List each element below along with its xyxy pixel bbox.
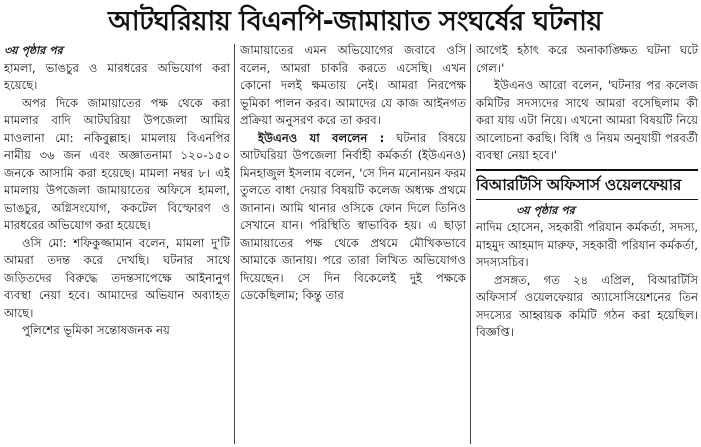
- paragraph: আগেই হঠাৎ করে অনাকাঙ্ক্ষিত ঘটনা ঘটে গেল।': [476, 43, 698, 75]
- paragraph: জামায়াতের এমন অভিযোগের জবাবে ওসি বলেন, আমরা চাকরি করতে এসেছি। এখন কোনো দলই ক্ষমতায় নেই। আমরা নিরপেক্ষ ভূমিকা পালন করব। আমাদের যে কাজ আইনগত প্রক্রিয়া অনুসরণ করে তা করব।: [240, 43, 466, 127]
- continued-from-label: ৩য় পৃষ্ঠার পর: [4, 44, 63, 57]
- article-headline: আটঘরিয়ায় বিএনপি-জামায়াত সংঘর্ষের ঘটনায়: [108, 6, 602, 37]
- article-column-2: [240, 42, 466, 447]
- continued-from-label: ৩য় পৃষ্ঠার পর: [516, 203, 575, 217]
- paragraph: ওসি মো: শফিকুজ্জামান বলেন, মামলা দু'টি আমরা তদন্ত করে দেখছি। ঘটনার সাথে জড়িতদের বিরুদ্ধে তদন্তসাপেক্ষে আইনানুগ ব্যবস্থা নেয়া হবে। আমাদের অভিযান অব্যাহত আছে।: [4, 235, 230, 320]
- paragraph: নাদিম হোসেন, সহকারী পরিযান কর্মকর্তা, সদস্য, মাহমুদ আহমাদ মারুফ, সহকারী পরিযান কর্মকর্তা, সদস্যসচিব।: [476, 220, 698, 269]
- article-column-3: [476, 42, 698, 447]
- paragraph: পুলিশের ভূমিকা সন্তোষজনক নয়: [22, 323, 170, 337]
- paragraph: ইউএনও আরো বলেন, 'ঘটনার পর কলেজ কমিটির সদস্যদের সাথে আমরা বসেছিলাম কী করা যায় এটা নিয়ে। এখনো আমরা বিষয়টি নিয়ে আলোচনা করছি। বিধি ও নিয়ম অনুযায়ী পরবর্তী ব্যবস্থা নেয়া হবে।': [476, 78, 698, 162]
- paragraph: প্রসঙ্গত, গত ২৪ এপ্রিল, বিআরটিসি অফিসার্স ওয়েলফেয়ার অ্যাসোসিয়েশনের তিন সদস্যের আহ্বায়ক কমিটি গঠন করা হয়েছিল। বিজ্ঞপ্তি।: [476, 272, 698, 339]
- paragraph: ঘটনার বিষয়ে আটঘরিয়া উপজেলা নির্বাহী কর্মকর্তা (ইউএনও) মিনহাজুল ইসলাম বলেন, 'সে দিন মনোনয়ন ফরম তুলতে বাধা দেয়ার বিষয়টি কলেজ অধ্যক্ষ প্রথমে জানান। আমি থানার ওসিকে ফোন দিলে তিনিও সেখানে যান। পরিস্থিতি স্বাভাবিক হয়। এ ছাড়া জামায়াতের পক্ষ থেকে প্রথমে মৌখিকভাবে আমাকে জানায়। পরে তারা লিখিত অভিযোগও দিয়েছেন। সে দিন বিকেলেই দুই পক্ষকে ডেকেছিলাম; কিন্তু তার: [240, 130, 466, 302]
- paragraph: অপর দিকে জামায়াতের পক্ষ থেকে করা মামলার বাদি আটঘরিয়া উপজেলা আমির মাওলানা মো: নকিবুল্লাহ। মামলায় বিএনপির নামীয় ৩৬ জন এবং অজ্ঞাতনামা ১২০-১৫০ জনকে আসামি করা হয়েছে। মামলা নম্বর ৮। এই মামলায় উপজেলা জামায়াতের অফিসে হামলা, ভাঙচুর, অগ্নিসংযোগ, ককটেল বিস্ফোরণ ও মারধরের অভিযোগ করা হয়েছে।: [4, 95, 230, 232]
- column-divider-right: [470, 44, 471, 444]
- article-column-1: [4, 42, 230, 447]
- subheading: ইউএনও যা বললেন :: [258, 130, 385, 145]
- second-article-headline: বিআরটিসি অফিসার্স ওয়েলফেয়ার: [476, 169, 698, 200]
- column-divider-left: [234, 44, 235, 444]
- paragraph: হামলা, ভাঙচুর ও মারধরের অভিযোগ করা হয়েছে।: [4, 60, 230, 92]
